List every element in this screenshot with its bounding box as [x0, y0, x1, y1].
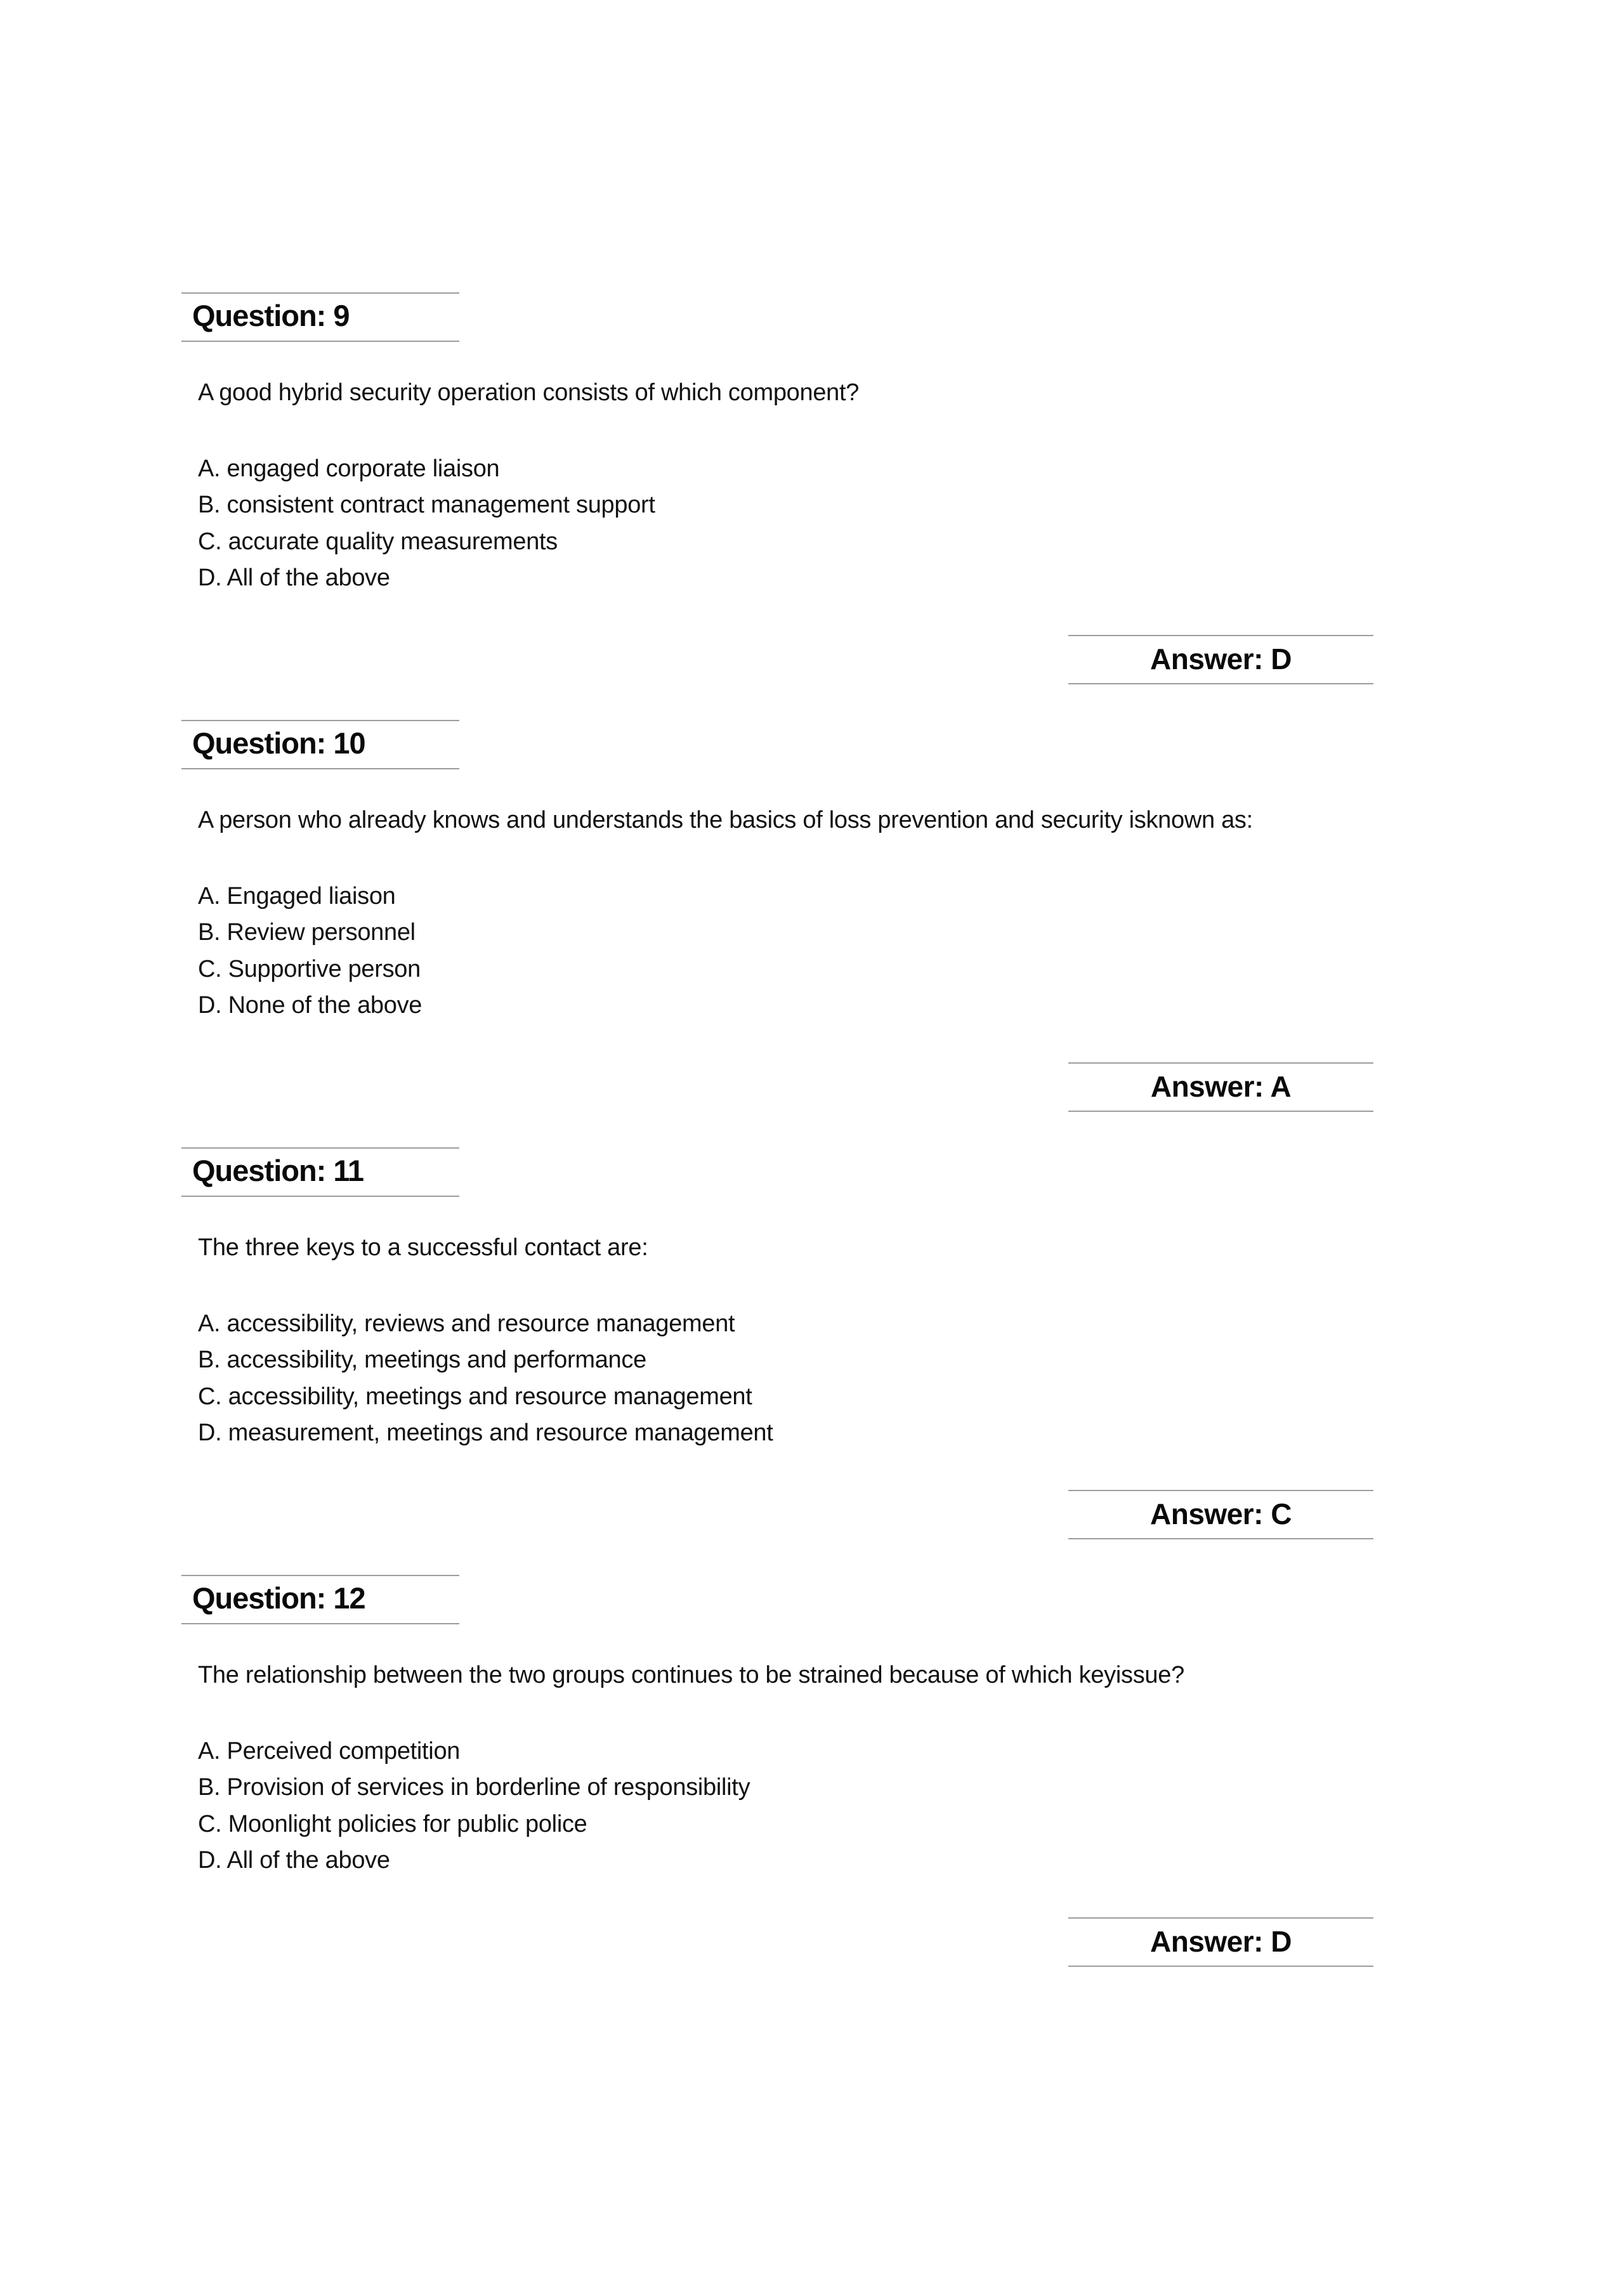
- option-a: A. accessibility, reviews and resource management: [198, 1310, 735, 1337]
- option-d: D. measurement, meetings and resource management: [198, 1419, 773, 1446]
- question-block-9: [0, 0, 1624, 675]
- option-c: C. accurate quality measurements: [198, 528, 558, 555]
- question-title: Question: 11: [192, 1154, 364, 1187]
- option-c: C. accessibility, meetings and resource management: [198, 1383, 752, 1410]
- option-b: B. consistent contract management support: [198, 492, 655, 519]
- question-block-11: [0, 855, 1624, 1530]
- option-c: C. Moonlight policies for public police: [198, 1810, 587, 1837]
- question-title: Question: 9: [192, 299, 350, 332]
- option-d: D. All of the above: [198, 564, 390, 591]
- question-text: The three keys to a successful contact are:: [198, 1234, 648, 1261]
- question-block-12: [0, 1282, 1624, 1958]
- answer-label: Answer: C: [1150, 1497, 1292, 1530]
- question-header: [181, 292, 459, 342]
- option-d: D. All of the above: [198, 1846, 390, 1874]
- option-b: B. Provision of services in borderline of responsibility: [198, 1774, 750, 1801]
- question-block-10: [0, 427, 1624, 1103]
- option-b: B. Review personnel: [198, 919, 416, 946]
- question-header: [181, 1575, 459, 1624]
- option-a: A. Engaged liaison: [198, 883, 396, 910]
- option-c: C. Supportive person: [198, 955, 421, 982]
- question-text: A good hybrid security operation consists of which component?: [198, 379, 860, 406]
- question-title: Question: 10: [192, 726, 365, 760]
- answer-box: [1068, 1917, 1373, 1967]
- answer-label: Answer: A: [1150, 1070, 1292, 1103]
- answer-label: Answer: D: [1150, 1925, 1292, 1958]
- option-a: A. Perceived competition: [198, 1738, 461, 1764]
- option-b: B. accessibility, meetings and performance: [198, 1347, 646, 1374]
- question-header: [181, 1147, 459, 1197]
- question-title: Question: 12: [192, 1581, 365, 1615]
- option-list: [198, 1733, 750, 1879]
- answer-label: Answer: D: [1150, 642, 1292, 675]
- question-text: The relationship between the two groups continues to be strained because of which keyissue?: [198, 1662, 1184, 1688]
- option-a: A. engaged corporate liaison: [198, 455, 500, 482]
- question-text: A person who already knows and understands the basics of loss prevention and security isknown as:: [198, 807, 1253, 833]
- option-d: D. None of the above: [198, 991, 422, 1019]
- question-header: [181, 720, 459, 769]
